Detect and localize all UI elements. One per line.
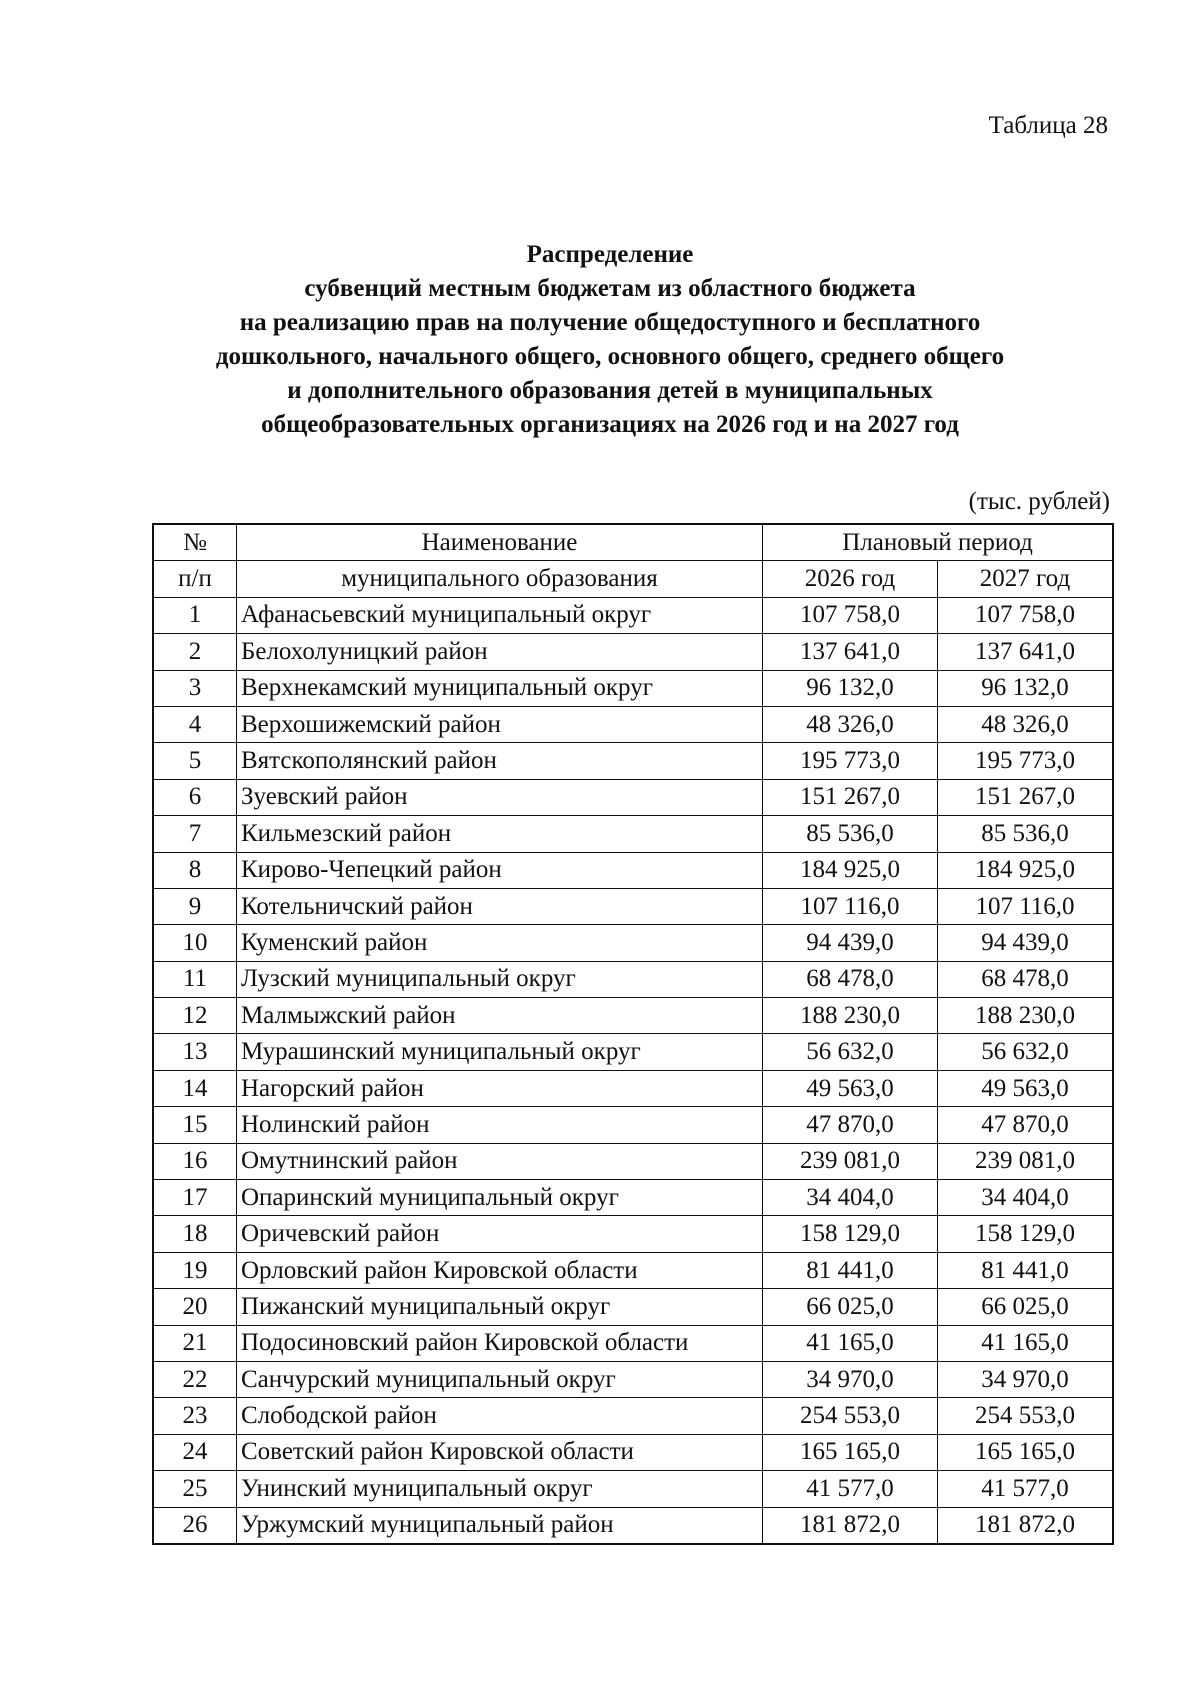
municipality-name: Куменский район [237,925,763,961]
row-number: 22 [153,1361,237,1397]
row-number: 17 [153,1180,237,1216]
title-line: общеобразовательных организациях на 2026 год и на 2027 год [261,411,959,438]
header-year-2027: 2027 год [938,561,1114,597]
row-number: 8 [153,852,237,888]
table-row [153,1471,1113,1507]
table-row [153,1034,1113,1070]
table-row [153,852,1113,888]
title-line: субвенций местным бюджетам из областного бюджета [304,275,916,302]
table-row [153,925,1113,961]
value-2026: 49 563,0 [763,1070,938,1106]
table-row [153,743,1113,779]
header-year-2026: 2026 год [763,561,938,597]
municipality-name: Опаринский муниципальный округ [237,1180,763,1216]
value-2026: 107 116,0 [763,888,938,924]
table-row [153,998,1113,1034]
row-number: 21 [153,1325,237,1361]
value-2026: 48 326,0 [763,706,938,742]
value-2026: 165 165,0 [763,1434,938,1470]
value-2026: 41 577,0 [763,1471,938,1507]
header-period: Плановый период [763,524,1114,561]
table-body [153,597,1113,1544]
value-2026: 81 441,0 [763,1252,938,1288]
table-row [153,706,1113,742]
value-2026: 34 970,0 [763,1361,938,1397]
value-2027: 34 404,0 [938,1180,1114,1216]
value-2027: 41 165,0 [938,1325,1114,1361]
value-2027: 181 872,0 [938,1507,1114,1544]
table-row [153,816,1113,852]
value-2026: 94 439,0 [763,925,938,961]
value-2026: 137 641,0 [763,634,938,670]
value-2027: 239 081,0 [938,1143,1114,1179]
table-row [153,1398,1113,1434]
table-row [153,670,1113,706]
row-number: 26 [153,1507,237,1544]
municipality-name: Малмыжский район [237,998,763,1034]
municipality-name: Уржумский муниципальный район [237,1507,763,1544]
row-number: 5 [153,743,237,779]
value-2026: 41 165,0 [763,1325,938,1361]
value-2027: 107 758,0 [938,597,1114,633]
title-line: Распределение [526,241,694,268]
row-number: 11 [153,961,237,997]
table-row [153,1361,1113,1397]
municipality-name: Верхнекамский муниципальный округ [237,670,763,706]
value-2026: 47 870,0 [763,1107,938,1143]
municipality-name: Советский район Кировской области [237,1434,763,1470]
title-line: на реализацию прав на получение общедоступного и бесплатного [239,309,981,336]
row-number: 20 [153,1289,237,1325]
value-2027: 94 439,0 [938,925,1114,961]
value-2026: 151 267,0 [763,779,938,815]
value-2026: 184 925,0 [763,852,938,888]
value-2027: 188 230,0 [938,998,1114,1034]
value-2027: 34 970,0 [938,1361,1114,1397]
value-2026: 254 553,0 [763,1398,938,1434]
row-number: 25 [153,1471,237,1507]
municipality-name: Оричевский район [237,1216,763,1252]
municipality-name: Белохолуницкий район [237,634,763,670]
table-row [153,1216,1113,1252]
table-row [153,1107,1113,1143]
municipality-name: Унинский муниципальный округ [237,1471,763,1507]
row-number: 2 [153,634,237,670]
value-2027: 254 553,0 [938,1398,1114,1434]
table-row [153,634,1113,670]
value-2026: 181 872,0 [763,1507,938,1544]
table-row [153,1252,1113,1288]
table-row [153,779,1113,815]
row-number: 4 [153,706,237,742]
value-2027: 85 536,0 [938,816,1114,852]
table-header [153,524,1113,597]
table-row [153,1180,1113,1216]
header-num-line1: № [153,524,237,561]
value-2027: 158 129,0 [938,1216,1114,1252]
municipality-name: Лузский муниципальный округ [237,961,763,997]
table-row [153,961,1113,997]
municipality-name: Кильмезский район [237,816,763,852]
municipality-name: Пижанский муниципальный округ [237,1289,763,1325]
value-2027: 48 326,0 [938,706,1114,742]
table-row [153,597,1113,633]
table-number-label: Таблица 28 [988,112,1108,139]
document-title [140,238,1080,442]
header-num-line2: п/п [153,561,237,597]
municipality-name: Орловский район Кировской области [237,1252,763,1288]
municipality-name: Омутнинский район [237,1143,763,1179]
header-name-line2: муниципального образования [237,561,763,597]
value-2027: 56 632,0 [938,1034,1114,1070]
row-number: 6 [153,779,237,815]
municipality-name: Вятскополянский район [237,743,763,779]
value-2027: 151 267,0 [938,779,1114,815]
table-row [153,1325,1113,1361]
row-number: 14 [153,1070,237,1106]
row-number: 24 [153,1434,237,1470]
value-2027: 68 478,0 [938,961,1114,997]
municipality-name: Мурашинский муниципальный округ [237,1034,763,1070]
municipality-name: Санчурский муниципальный округ [237,1361,763,1397]
row-number: 9 [153,888,237,924]
row-number: 10 [153,925,237,961]
table-row [153,1070,1113,1106]
row-number: 13 [153,1034,237,1070]
row-number: 19 [153,1252,237,1288]
municipality-name: Котельничский район [237,888,763,924]
table-row [153,1434,1113,1470]
value-2027: 81 441,0 [938,1252,1114,1288]
budget-table [152,523,1114,1545]
value-2026: 158 129,0 [763,1216,938,1252]
row-number: 12 [153,998,237,1034]
municipality-name: Афанасьевский муниципальный округ [237,597,763,633]
row-number: 23 [153,1398,237,1434]
municipality-name: Кирово-Чепецкий район [237,852,763,888]
row-number: 1 [153,597,237,633]
units-label: (тыс. рублей) [968,488,1110,515]
row-number: 15 [153,1107,237,1143]
value-2026: 96 132,0 [763,670,938,706]
value-2026: 56 632,0 [763,1034,938,1070]
table-row [153,1289,1113,1325]
value-2026: 107 758,0 [763,597,938,633]
row-number: 3 [153,670,237,706]
value-2027: 47 870,0 [938,1107,1114,1143]
municipality-name: Подосиновский район Кировской области [237,1325,763,1361]
row-number: 7 [153,816,237,852]
value-2026: 85 536,0 [763,816,938,852]
value-2026: 68 478,0 [763,961,938,997]
value-2027: 49 563,0 [938,1070,1114,1106]
value-2026: 66 025,0 [763,1289,938,1325]
value-2027: 96 132,0 [938,670,1114,706]
value-2026: 34 404,0 [763,1180,938,1216]
municipality-name: Верхошижемский район [237,706,763,742]
row-number: 16 [153,1143,237,1179]
value-2027: 41 577,0 [938,1471,1114,1507]
title-line: дошкольного, начального общего, основного общего, среднего общего [215,343,1005,370]
row-number: 18 [153,1216,237,1252]
value-2026: 188 230,0 [763,998,938,1034]
value-2027: 195 773,0 [938,743,1114,779]
value-2027: 66 025,0 [938,1289,1114,1325]
value-2027: 107 116,0 [938,888,1114,924]
value-2026: 239 081,0 [763,1143,938,1179]
table-row [153,1143,1113,1179]
table-row [153,1507,1113,1544]
header-name-line1: Наименование [237,524,763,561]
table-row [153,888,1113,924]
value-2027: 165 165,0 [938,1434,1114,1470]
municipality-name: Зуевский район [237,779,763,815]
municipality-name: Слободской район [237,1398,763,1434]
value-2026: 195 773,0 [763,743,938,779]
municipality-name: Нолинский район [237,1107,763,1143]
municipality-name: Нагорский район [237,1070,763,1106]
value-2027: 184 925,0 [938,852,1114,888]
title-line: и дополнительного образования детей в муниципальных [287,377,933,404]
value-2027: 137 641,0 [938,634,1114,670]
